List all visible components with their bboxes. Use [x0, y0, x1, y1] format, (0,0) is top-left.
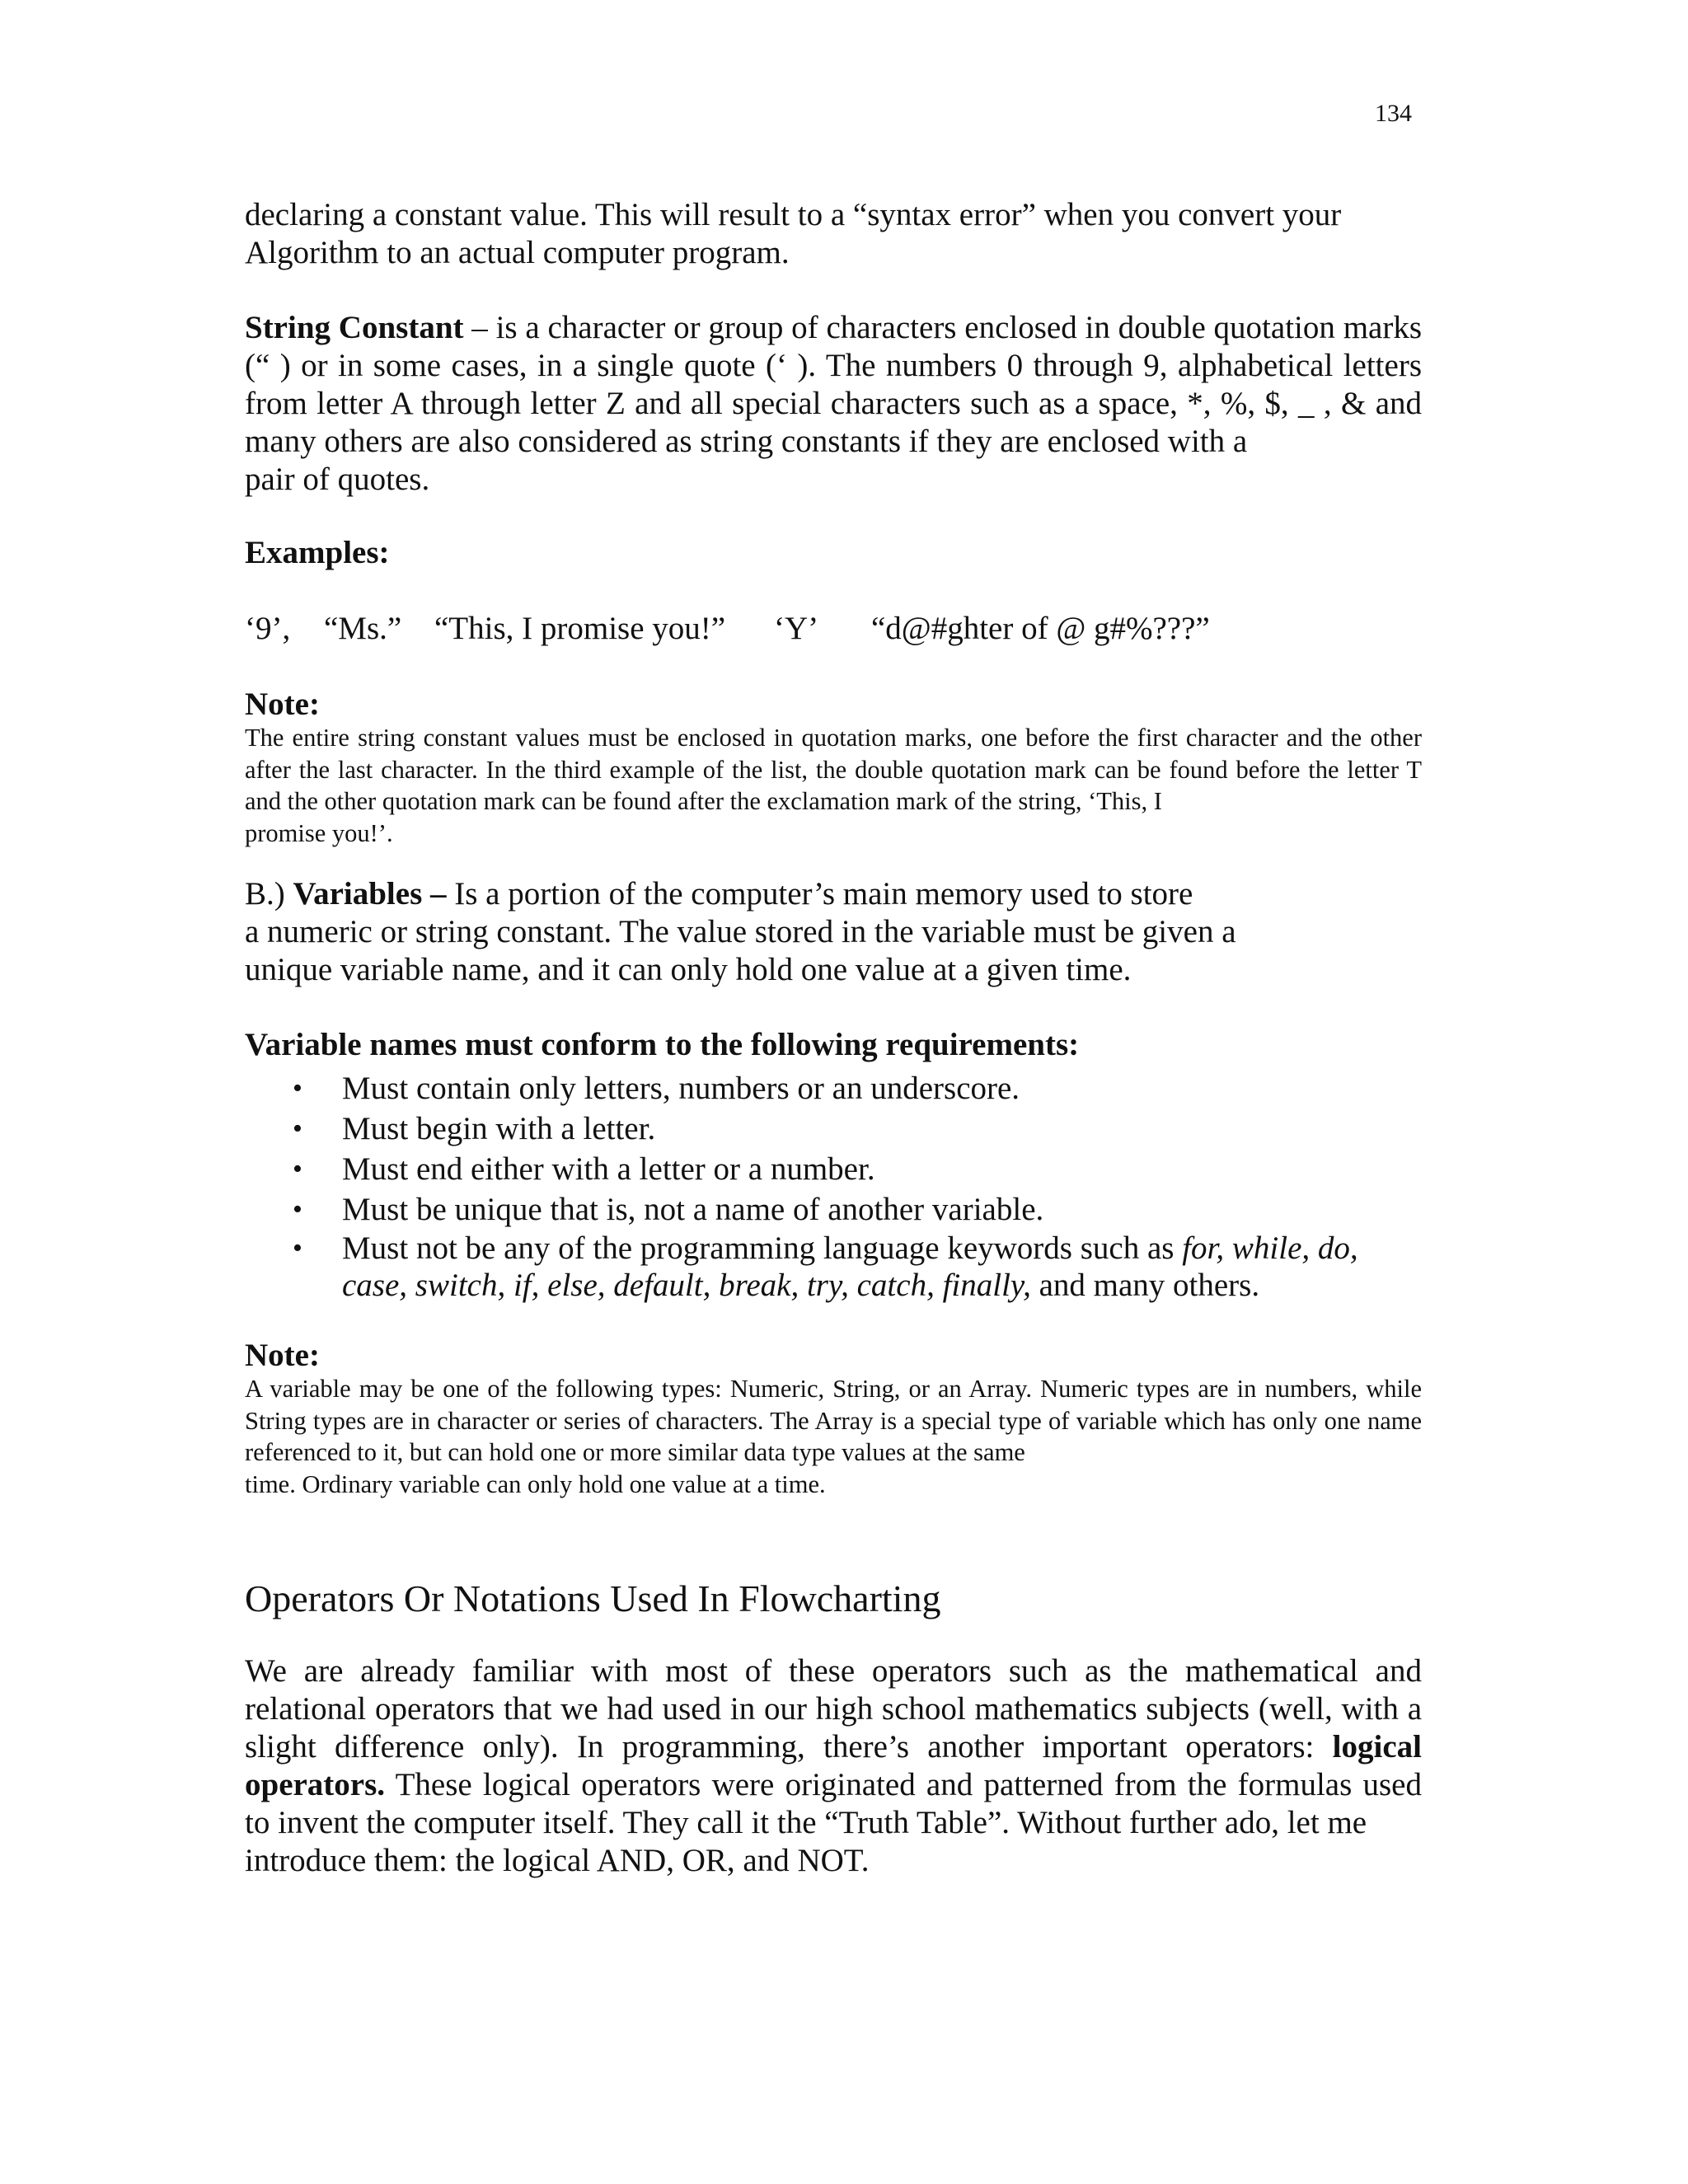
string-constant-line-3: letters from letter A through letter Z and all special characters such as a space, *, %, $, _ — [245, 348, 1422, 421]
note-line: numbers, while String types are in character or series of characters. The Array is a special type of variable — [245, 1375, 1422, 1435]
note-paragraph — [245, 1373, 1422, 1500]
intro-line-1: declaring a constant value. This will result to a “syntax error” when you convert your — [245, 197, 1342, 232]
note-line: promise you!’. — [245, 818, 393, 847]
example-item: “Ms.” — [324, 611, 402, 646]
operators-bold-term: logical — [1332, 1729, 1422, 1765]
list-item — [245, 1230, 1422, 1304]
operators-paragraph — [245, 1652, 1422, 1880]
string-constant-paragraph — [245, 309, 1422, 499]
variables-line-2: a numeric or string constant. The value stored in the variable must be given a — [245, 914, 1236, 949]
note-heading: Note: — [245, 1338, 320, 1373]
keywords-text: case, switch, if, else, default, break, try, catch, finally, — [342, 1268, 1031, 1303]
list-item — [245, 1108, 1422, 1149]
operators-line: relational operators that we had used in our high school mathematics subjects (well, with — [245, 1691, 1399, 1727]
operators-line: We are already familiar with most of these operators such as the mathematical and — [245, 1653, 1422, 1689]
example-item: ‘Y’ — [774, 611, 819, 646]
variables-line-1 — [245, 875, 1422, 913]
note-line: A variable may be one of the following types: Numeric, String, or an Array. Numeric types are in — [245, 1375, 1257, 1403]
example-item: “d@#ghter of @ g#%???” — [871, 611, 1210, 646]
keywords-text: for, while, do, — [1182, 1230, 1358, 1266]
requirements-heading: Variable names must conform to the following requirements: — [245, 1027, 1080, 1062]
example-item: “This, I promise you!” — [434, 611, 726, 646]
list-item-text: Must contain only letters, numbers or an underscore. — [342, 1071, 1020, 1106]
string-constant-line-2: marks (“ ) or in some cases, in a single quote (‘ ). The numbers 0 through 9, alphabetical — [245, 310, 1422, 383]
variables-line-1-rest: Is a portion of the computer’s main memory used to store — [446, 876, 1193, 912]
operators-bold-term: operators. — [245, 1767, 386, 1802]
variables-line-3: unique variable name, and it can only hold one value at a given time. — [245, 952, 1132, 987]
note-heading: Note: — [245, 687, 320, 722]
note-line: which has only one name referenced to it, but can hold one or more similar data type values at the same — [245, 1406, 1422, 1466]
page-number: 134 — [1375, 100, 1412, 127]
note-line: The entire string constant values must be enclosed in quotation marks, one before the first character and the — [245, 724, 1362, 752]
string-constant-line-5: pair of quotes. — [245, 462, 430, 497]
list-item — [245, 1068, 1422, 1108]
list-item-text: Must begin with a letter. — [342, 1111, 656, 1146]
note-line: the letter T and the other quotation mark can be found after the exclamation mark of the string, ‘This, I — [245, 755, 1422, 815]
list-item — [245, 1189, 1422, 1230]
bullet-icon: • — [293, 1113, 302, 1144]
list-item-text: Must be unique that is, not a name of another variable. — [342, 1192, 1044, 1227]
operators-line: a slight difference only). In programming, there’s another important operators: — [245, 1691, 1422, 1765]
requirements-list — [245, 1068, 1422, 1304]
string-constant-def-line-1: – is a character or group of characters enclosed in double quotation — [463, 310, 1335, 345]
note-line: time. Ordinary variable can only hold one value at a time. — [245, 1469, 826, 1498]
list-item-text: Must not be any of the programming language keywords such as — [342, 1230, 1183, 1266]
list-item-tail: and many others. — [1030, 1268, 1260, 1303]
example-item: ‘9’, — [245, 611, 291, 646]
variables-prefix: B.) — [245, 876, 293, 912]
intro-paragraph — [245, 196, 1422, 272]
string-constant-line-4: , & and many others are also considered as string constants if they are enclosed with a — [245, 386, 1423, 459]
note-paragraph — [245, 722, 1422, 849]
list-item-text: Must end either with a letter or a number. — [342, 1151, 875, 1187]
string-constant-term: String Constant — [245, 310, 464, 345]
operators-line: introduce them: the logical AND, OR, and NOT. — [245, 1843, 870, 1878]
operators-line: to invent the computer itself. They call it the “Truth Table”. Without further ado, let me — [245, 1805, 1367, 1840]
operators-line: These logical operators were originated and patterned from the formulas used — [385, 1767, 1422, 1802]
bullet-icon: • — [293, 1073, 302, 1104]
list-item — [245, 1149, 1422, 1189]
examples-heading: Examples: — [245, 535, 390, 570]
section-title: Operators Or Notations Used In Flowcharting — [245, 1577, 941, 1619]
variables-term: Variables – — [293, 876, 447, 912]
bullet-icon: • — [293, 1233, 302, 1263]
bullet-icon: • — [293, 1194, 302, 1225]
note-line: other after the last character. In the third example of the list, the double quotation mark can be found before — [245, 724, 1422, 784]
bullet-icon: • — [293, 1154, 302, 1184]
intro-line-2: Algorithm to an actual computer program. — [245, 235, 790, 270]
variables-paragraph — [245, 875, 1422, 989]
